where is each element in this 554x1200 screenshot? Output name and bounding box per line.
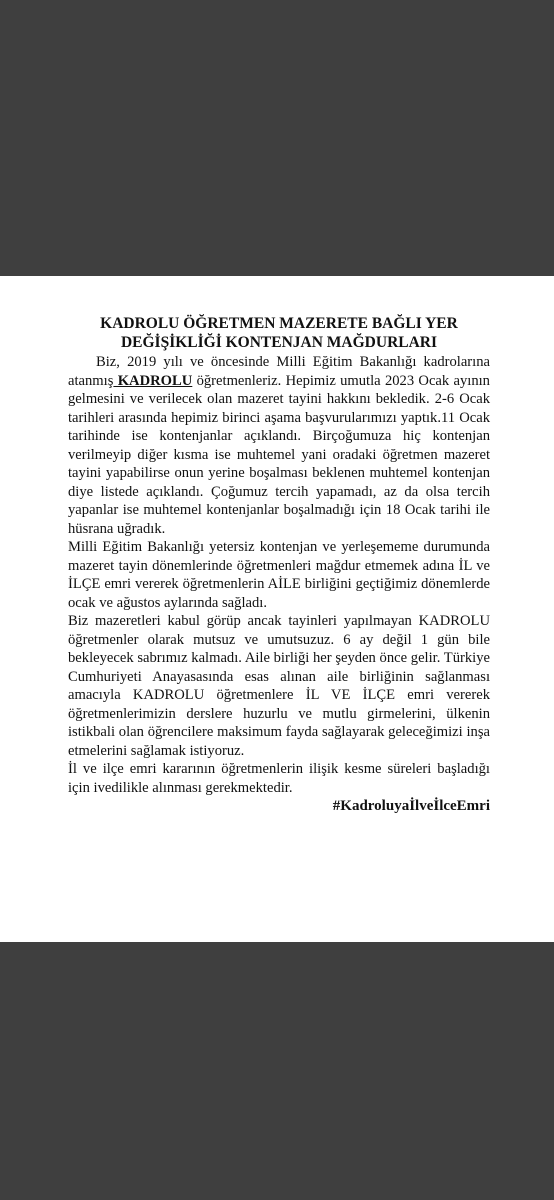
- document-title: [68, 314, 490, 352]
- paragraph-4: İl ve ilçe emri kararının öğretmenlerin ilişik kesme süreleri başladığı için ivedilikle alınması gerekmektedir.: [68, 761, 490, 796]
- paragraph-1-rest: öğretmenleriz. Hepimiz umutla 2023 Ocak ayının gelmesini ve verilecek olan mazeret tayini hakkını bekledik. 2-6 Ocak tarihleri arasında hepimiz birinci aşama başvurularımızı yaptık.11 Ocak tarihinde ise kontenjanlar açıklandı. Birçoğumuza hiç kontenjan verilmeyip diğer kısma ise muhtemel yani oradaki öğretmen mazeret tayini yapabilirse onun yerine boşalması beklenen muhtemel kontenjan diye listede açıklandı. Çoğumuz tercih yapamadı, az da olsa tercih yapanlar ise muhtemel kontenjanlar boşalmadığı için 18 Ocak tarihi ile hüsrana uğradık.: [68, 372, 490, 537]
- paragraph-1-start: Biz, 2019 yılı ve öncesinde Milli Eğitim Bakanlığı kadrolarına atanmış: [68, 354, 490, 389]
- paragraph-1: [68, 353, 490, 538]
- kadrolu-emphasis: KADROLU: [113, 372, 193, 389]
- paragraph-3: Biz mazeretleri kabul görüp ancak tayinleri yapılmayan KADROLU öğretmenler olarak mutsuz ve umutsuzuz. 6 ay değil 1 gün bile bekleyecek sabrımız kalmadı. Aile birliği her şeyden önce gelir. Türkiye Cumhuriyeti Anayasasında esas alınan aile birliğinin sağlanması amacıyla KADROLU öğretmenlere İL VE İLÇE emri vererek öğretmenlerimizin derslere huzurlu ve mutlu girmelerini, ülkenin istikbali olan öğrencilere maksimum fayda sağlayarak geleceğimizi inşa etmelerini sağlamak istiyoruz.: [68, 613, 490, 759]
- hashtag: #KadroluyaİlveİlceEmri: [332, 798, 490, 814]
- title-line-1: KADROLU ÖĞRETMEN MAZERETE BAĞLI YER: [100, 315, 458, 332]
- document-page: [0, 276, 554, 942]
- paragraph-2: Milli Eğitim Bakanlığı yetersiz kontenjan ve yerleşememe durumunda mazeret tayin dönemlerinde öğretmenleri mağdur etmemek adına İL ve İLÇE emri vererek öğretmenlerin AİLE birliğini geçtiğimiz dönemlerde ocak ve ağustos aylarında sağladı.: [68, 539, 490, 611]
- title-line-2: DEĞİŞİKLİĞİ KONTENJAN MAĞDURLARI: [120, 334, 438, 351]
